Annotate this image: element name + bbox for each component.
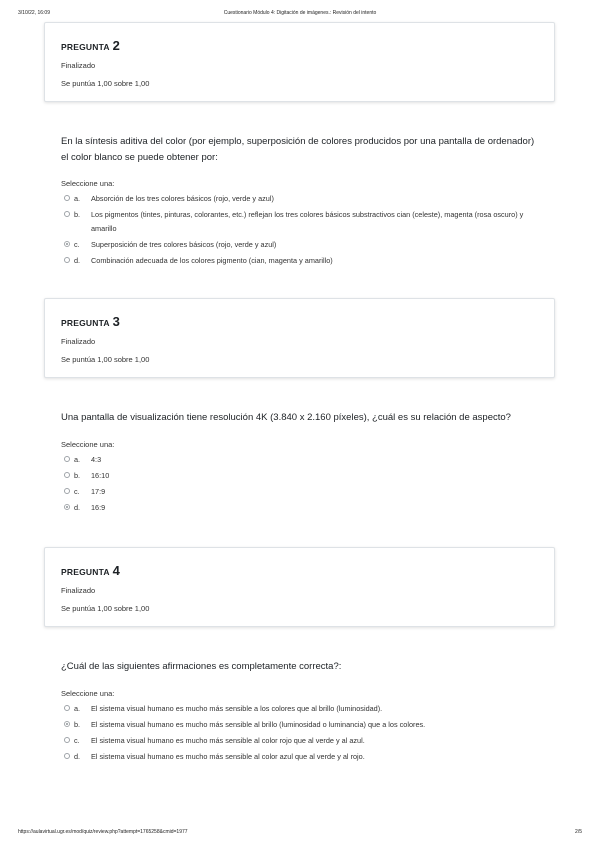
- radio-button[interactable]: [64, 488, 70, 494]
- answer-text: Los pigmentos (tintes, pinturas, colorantes, etc.) reflejan los tres colores básicos substractivos cian (celeste), magenta (rosa oscuro) y amarillo: [91, 210, 524, 233]
- question-text: Una pantalla de visualización tiene resolución 4K (3.840 x 2.160 píxeles), ¿cuál es su relación de aspecto?: [61, 412, 511, 423]
- radio-button[interactable]: [64, 195, 70, 201]
- answer-option[interactable]: [64, 453, 534, 467]
- answer-text: Combinación adecuada de los colores pigmento (cian, magenta y amarillo): [91, 256, 333, 265]
- radio-button[interactable]: [64, 211, 70, 217]
- answer-text: El sistema visual humano es mucho más sensible al color azul que al verde y al rojo.: [91, 752, 365, 761]
- question-state: Finalizado: [61, 586, 96, 595]
- answer-letter: c.: [74, 487, 80, 496]
- answer-text: Superposición de tres colores básicos (rojo, verde y azul): [91, 240, 277, 249]
- question-grade: Se puntúa 1,00 sobre 1,00: [61, 355, 150, 364]
- question-label: PREGUNTA: [61, 567, 110, 577]
- question-title: [61, 314, 120, 329]
- radio-button-selected[interactable]: [64, 504, 70, 510]
- answer-option[interactable]: [64, 750, 534, 764]
- answer-text: 16:10: [91, 471, 110, 480]
- radio-button[interactable]: [64, 753, 70, 759]
- question-state: Finalizado: [61, 61, 96, 70]
- radio-button[interactable]: [64, 737, 70, 743]
- answer-letter: a.: [74, 704, 81, 713]
- answer-letter: d.: [74, 256, 81, 265]
- question-title: [61, 563, 120, 578]
- print-datetime: 3/10/22, 16:09: [18, 10, 50, 16]
- question-state: Finalizado: [61, 337, 96, 346]
- answer-text: Absorción de los tres colores básicos (rojo, verde y azul): [91, 194, 274, 203]
- answer-text: El sistema visual humano es mucho más sensible a los colores que al brillo (luminosidad).: [91, 704, 383, 713]
- answer-text: 16:9: [91, 503, 106, 512]
- answer-text: 17:9: [91, 487, 106, 496]
- question-number: 3: [112, 314, 121, 329]
- answer-list: [64, 702, 534, 766]
- answer-letter: d.: [74, 503, 81, 512]
- radio-button-selected[interactable]: [64, 721, 70, 727]
- answer-prompt: Seleccione una:: [61, 440, 115, 449]
- question-title: [61, 38, 120, 53]
- print-footer: [0, 829, 600, 837]
- question-info-card: [44, 547, 555, 627]
- print-header: [0, 10, 600, 18]
- answer-list: [64, 192, 534, 270]
- answer-list: [64, 453, 534, 517]
- question-text: En la síntesis aditiva del color (por ejemplo, superposición de colores producidos por una pantalla de ordenador) el color blanco se puede obtener por:: [61, 136, 535, 163]
- answer-letter: a.: [74, 194, 81, 203]
- answer-letter: d.: [74, 752, 81, 761]
- radio-button[interactable]: [64, 456, 70, 462]
- answer-letter: c.: [74, 736, 80, 745]
- answer-prompt: Seleccione una:: [61, 689, 115, 698]
- answer-option[interactable]: [64, 469, 534, 483]
- answer-option[interactable]: [64, 501, 534, 515]
- answer-prompt: Seleccione una:: [61, 179, 115, 188]
- answer-option[interactable]: [64, 208, 534, 236]
- print-page-title: Cuestionario Módulo 4: Digitación de imágenes.: Revisión del intento: [223, 10, 377, 16]
- question-number: 2: [112, 38, 121, 53]
- question-number: 4: [112, 563, 121, 578]
- question-info-card: [44, 22, 555, 102]
- print-url[interactable]: https://aulavirtual.ugr.es/mod/quiz/review.php?attempt=1765258&cmid=1977: [18, 829, 188, 835]
- question-label: PREGUNTA: [61, 42, 110, 52]
- answer-option[interactable]: [64, 734, 534, 748]
- answer-letter: b.: [74, 471, 81, 480]
- radio-button[interactable]: [64, 257, 70, 263]
- question-text: ¿Cuál de las siguientes afirmaciones es completamente correcta?:: [61, 661, 342, 672]
- answer-option[interactable]: [64, 254, 534, 268]
- answer-text: 4:3: [91, 455, 102, 464]
- question-label: PREGUNTA: [61, 318, 110, 328]
- answer-text: El sistema visual humano es mucho más sensible al brillo (luminosidad o luminancia) que a los colores.: [91, 720, 426, 729]
- answer-option[interactable]: [64, 718, 534, 732]
- question-info-card: [44, 298, 555, 378]
- radio-button[interactable]: [64, 705, 70, 711]
- answer-text: El sistema visual humano es mucho más sensible al color rojo que al verde y al azul.: [91, 736, 365, 745]
- answer-option[interactable]: [64, 192, 534, 206]
- answer-letter: c.: [74, 240, 80, 249]
- answer-option[interactable]: [64, 238, 534, 252]
- answer-option[interactable]: [64, 702, 534, 716]
- answer-letter: b.: [74, 720, 81, 729]
- print-page-number: 2/5: [575, 829, 582, 835]
- question-grade: Se puntúa 1,00 sobre 1,00: [61, 79, 150, 88]
- answer-letter: a.: [74, 455, 81, 464]
- radio-button-selected[interactable]: [64, 241, 70, 247]
- answer-option[interactable]: [64, 485, 534, 499]
- question-grade: Se puntúa 1,00 sobre 1,00: [61, 604, 150, 613]
- answer-letter: b.: [74, 210, 81, 219]
- radio-button[interactable]: [64, 472, 70, 478]
